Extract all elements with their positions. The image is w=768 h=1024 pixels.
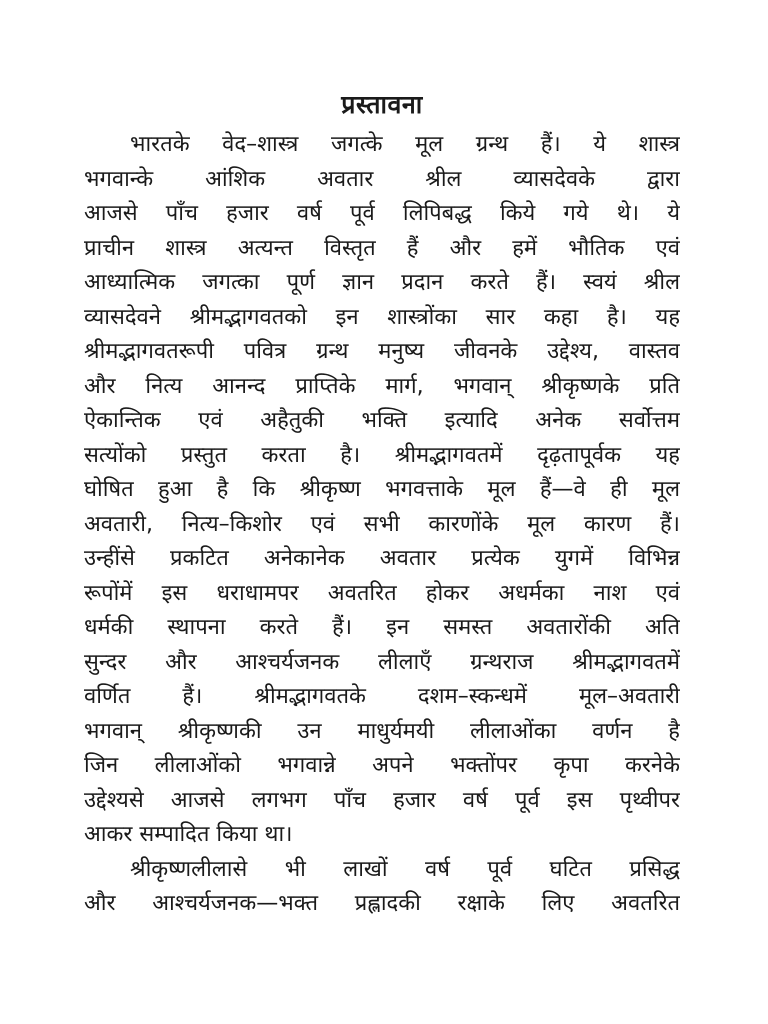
text-line: आजसे पाँच हजार वर्ष पूर्व लिपिबद्ध किये गये थे। ये xyxy=(84,201,680,226)
text-line: श्रीकृष्णलीलासे भी लाखों वर्ष पूर्व घटित प्रसिद्ध xyxy=(130,856,680,882)
text-line: ऐकान्तिक एवं अहैतुकी भक्ति इत्यादि अनेक सर्वोत्तम xyxy=(84,408,680,433)
text-line: सुन्दर और आश्चर्यजनक लीलाएँ ग्रन्थराज श्रीमद्भागवतमें xyxy=(84,649,680,675)
paragraph-2 xyxy=(84,853,680,922)
text-line: उन्हींसे प्रकटित अनेकानेक अवतार प्रत्येक युगमें विभिन्न xyxy=(84,546,680,571)
text-line: भारतके वेद–शास्त्र जगत्के मूल ग्रन्थ हैं। ये शास्त्र xyxy=(130,132,680,157)
text-line: भगवान् श्रीकृष्णकी उन माधुर्यमयी लीलाओंका वर्णन है xyxy=(84,718,680,744)
text-line: अवतारी, नित्य–किशोर एवं सभी कारणोंके मूल कारण हैं। xyxy=(84,511,680,537)
text-line: जिन लीलाओंको भगवान्ने अपने भक्तोंपर कृपा करनेके xyxy=(84,753,680,778)
text-line: सत्योंको प्रस्तुत करता है। श्रीमद्भागवतमें दृढ़तापूर्वक यह xyxy=(84,442,680,468)
text-line: और नित्य आनन्द प्राप्तिके मार्ग, भगवान् श्रीकृष्णके प्रति xyxy=(84,373,680,399)
text-line: धर्मकी स्थापना करते हैं। इन समस्त अवतारोंकी अति xyxy=(84,615,680,640)
text-line: उद्देश्यसे आजसे लगभग पाँच हजार वर्ष पूर्व इस पृथ्वीपर xyxy=(84,787,680,813)
text-line: आध्यात्मिक जगत्का पूर्ण ज्ञान प्रदान करते हैं। स्वयं श्रील xyxy=(84,270,680,295)
text-line: आकर सम्पादित किया था। xyxy=(84,822,293,847)
text-line: रूपोंमें इस धराधामपर अवतरित होकर अधर्मका नाश एवं xyxy=(84,580,680,606)
text-line: घोषित हुआ है कि श्रीकृष्ण भगवत्ताके मूल हैं—वे ही मूल xyxy=(84,477,680,502)
text-line: वर्णित हैं। श्रीमद्भागवतके दशम–स्कन्धमें मूल–अवतारी xyxy=(84,684,680,709)
text-line: प्राचीन शास्त्र अत्यन्त विस्तृत हैं और हमें भौतिक एवं xyxy=(84,235,680,261)
text-line: भगवान्के आंशिक अवतार श्रील व्यासदेवके द्वारा xyxy=(84,166,680,192)
paragraph-1 xyxy=(84,128,680,853)
text-line: व्यासदेवने श्रीमद्भागवतको इन शास्त्रोंका सार कहा है। यह xyxy=(84,304,680,330)
text-line: और आश्चर्यजनक—भक्त प्रह्लादकी रक्षाके लिए अवतरित xyxy=(84,891,680,916)
page-title: प्रस्तावना xyxy=(341,90,423,119)
text-line: श्रीमद्भागवतरूपी पवित्र ग्रन्थ मनुष्य जीवनके उद्देश्य, वास्तव xyxy=(84,339,680,364)
